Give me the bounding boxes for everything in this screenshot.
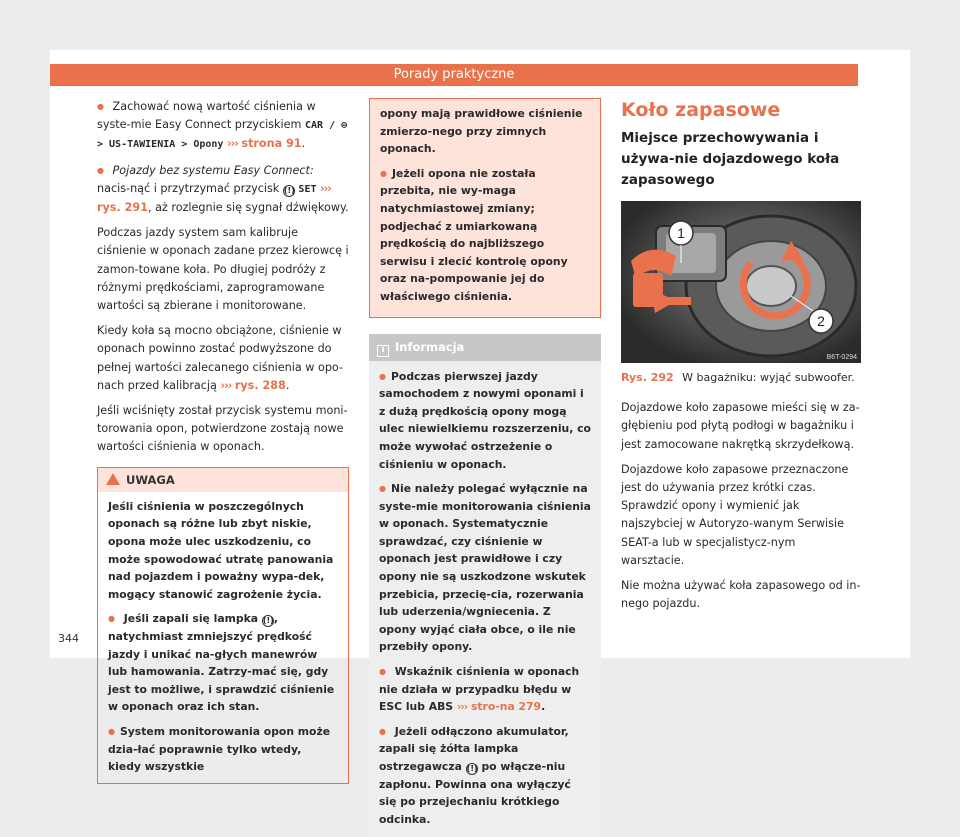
info-icon: i [377, 345, 389, 357]
info-box [369, 334, 601, 837]
tpms-warning-icon: (!) [262, 616, 274, 626]
warning-text: Jeśli ciśnienia w poszczególnych oponach są różne lub zbyt niskie, opona może ulec uszkodzeniu, co może spowodować utratę panowania nad pojazdem i poważny wypa-dek, mogący stanowić zagrożenie życia. [108, 499, 334, 601]
figure-caption: Rys. 292 W bagażniku: wyjąć subwoofer. [621, 371, 855, 384]
set-button-label: SET [298, 183, 317, 195]
paragraph: Dojazdowe koło zapasowe przeznaczone jest do używania przez krótki czas. Sprawdzić opony i wymienić jak najszybciej w Autoryzo-wanym Serwisie SEAT-a lub w specjalistycz-nym warsztacie. [621, 462, 849, 567]
section-subtitle: Miejsce przechowywania i używa-nie dojazdowego koła zapasowego [621, 130, 840, 188]
tpms-warning-icon: (!) [283, 185, 295, 195]
list-item: ● System monitorowania opon może dzia-łać poprawnie tylko wtedy, kiedy wszystkie [108, 723, 338, 776]
callout-label-2: 2 [817, 313, 825, 329]
callout-label-1: 1 [677, 225, 685, 241]
list-item: ● Jeśli zapali się lampka (!), natychmiast zmniejszyć prędkość jazdy i unikać na-głych manewrów lub hamowania. Zatrzy-mać się, gdy jest to możliwe, i sprawdzić ciśnienie w oponach oraz ich stan. [108, 610, 338, 716]
paragraph: Podczas jazdy system sam kalibruje ciśnienie w oponach zadane przez kierowcę i zamon-towane koła. Po długiej podróży z różnymi prędkościami, zaprogramowane wartości są zbierane i monitorowane. [97, 226, 349, 313]
warning-header: UWAGA [98, 468, 348, 492]
page-reference-link[interactable]: strona 91 [241, 137, 302, 151]
warning-box [97, 467, 349, 784]
info-header: i Informacja [369, 334, 601, 361]
section-title: Koło zapasowe [621, 99, 781, 121]
warning-box-continued: opony mają prawidłowe ciśnienie zmierzo-nego przy zimnych oponach. ● Jeżeli opona nie została przebita, nie wy-maga natychmiastowej zmiany; podjechać z umiarkowaną prędkością do najbliższego serwisu i zlecić kontrolę opony oraz na-pompowanie jej do właściwego ciśnienia. [369, 98, 601, 318]
paragraph: Kiedy koła są mocno obciążone, ciśnienie w oponach powinno zostać podwyższone do pełnej wartości zalecanego ciśnienia w opo-nach przed kalibracją ››› rys. 288. [97, 324, 344, 392]
paragraph: Jeśli wciśnięty został przycisk systemu moni-torowania opon, potwierdzone zostają nowe wartości ciśnienia w oponach. [97, 404, 348, 454]
spare-wheel-illustration [621, 201, 861, 363]
column-middle [369, 98, 601, 837]
column-right [621, 98, 861, 620]
page-number: 344 [58, 632, 79, 645]
list-item: ● Jeżeli odłączono akumulator, zapali się żółta lampka ostrzegawcza (!) po włącze-niu zapłonu. Powinna ona wyłączyć się po przejechaniu krótkiego odcinka. [379, 723, 591, 829]
menu-path: CAR / ⊜ > US-TAWIENIA > Opony [97, 120, 348, 151]
tpms-warning-icon: (!) [466, 764, 478, 773]
figure-reference-link[interactable]: rys. 288 [234, 378, 286, 392]
paragraph: Dojazdowe koło zapasowe mieści się w za-głębieniu pod płytą podłogi w bagażniku i jest zamocowane nakrętką skrzydełkową. [621, 401, 860, 451]
list-item: ● Pojazdy bez systemu Easy Connect: nacis-nąć i przytrzymać przycisk (!) SET ››› rys. 291, aż rozlegnie się sygnał dźwiękowy. [97, 162, 349, 218]
page-header: Porady praktyczne [50, 64, 858, 86]
warning-triangle-icon [106, 473, 120, 485]
figure-code: B6T-0294 [826, 354, 857, 361]
page-reference-link[interactable]: stro-na 279 [470, 700, 542, 714]
list-item: ● Nie należy polegać wyłącznie na syste-mie monitorowania ciśnienia w oponach. Systematycznie sprawdzać, czy ciśnienie w oponach jest prawidłowe i czy opony nie są uszkodzone wskutek przebicia, przecię-cia, rozerwania lub uderzenia/wgniecenia. Z opony wyjąć ciała obce, o ile nie przebiły opony. [379, 480, 591, 656]
list-item: ● Wskaźnik ciśnienia w oponach nie działa w przypadku błędu w ESC lub ABS ››› stro-na 279. [379, 663, 591, 716]
figure-reference-link[interactable]: rys. 291 [97, 201, 148, 215]
list-item: ● Podczas pierwszej jazdy samochodem z nowymi oponami i z dużą prędkością opony mogą ulec niewielkiemu rozszerzeniu, co może wywołać ostrzeżenie o ciśnieniu w oponach. [379, 368, 591, 474]
paragraph: Nie można używać koła zapasowego od in-nego pojazdu. [621, 579, 861, 611]
list-item: ● Jeżeli opona nie została przebita, nie wy-maga natychmiastowej zmiany; podjechać z umiarkowaną prędkością do najbliższego serwisu i zlecić kontrolę opony oraz na-pompowanie jej do właściwego ciśnienia. [380, 165, 590, 306]
figure-spare-wheel [621, 201, 861, 363]
list-item: ● Zachować nową wartość ciśnienia w syste-mie Easy Connect przyciskiem CAR / ⊜ > US-TAWIENIA > Opony ››› strona 91. [97, 98, 349, 155]
column-left [97, 98, 349, 784]
